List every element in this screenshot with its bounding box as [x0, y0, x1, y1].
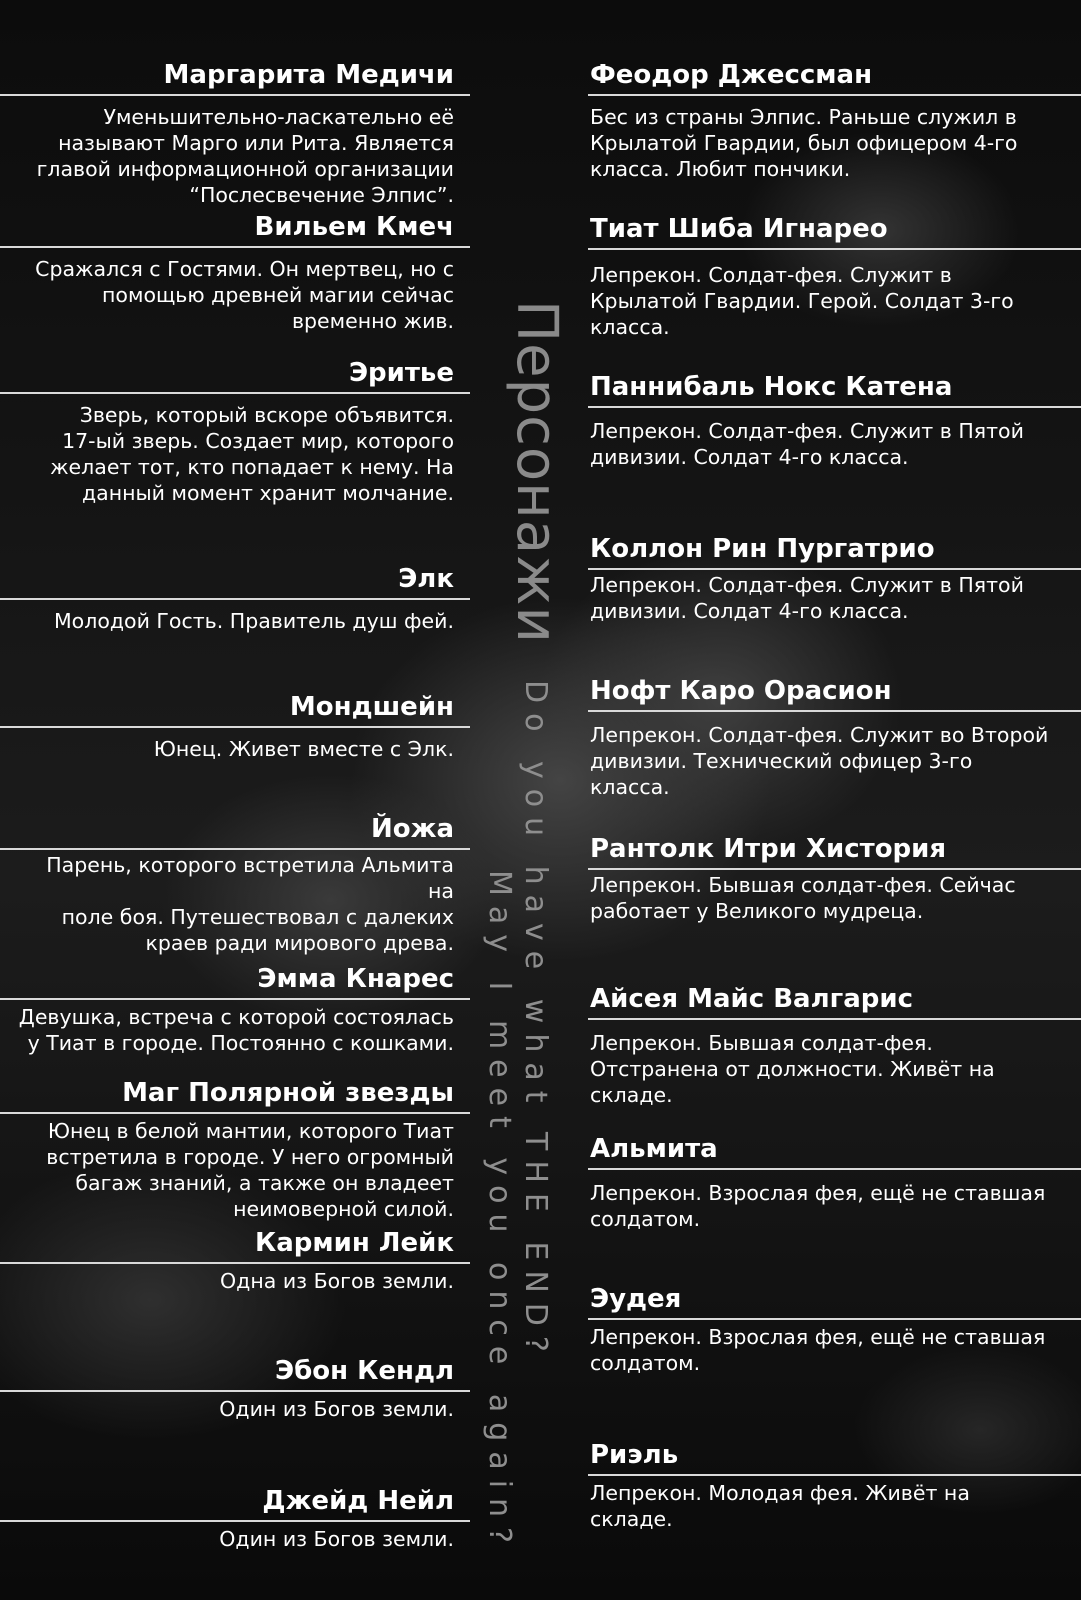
character-name: Джейд Нейл: [262, 1486, 454, 1516]
character-name: Кармин Лейк: [255, 1228, 454, 1258]
divider: [588, 94, 1081, 96]
character-name: Айсея Майс Валгарис: [590, 984, 914, 1014]
character-name: Тиат Шиба Игнарео: [590, 214, 888, 244]
character-description: Один из Богов земли.: [219, 1397, 454, 1421]
character-name: Эудея: [590, 1284, 682, 1314]
page-title: Персонажи: [504, 300, 569, 644]
character-description: Одна из Богов земли.: [220, 1269, 454, 1293]
character-entry: [588, 1132, 1081, 1232]
character-entry: [0, 1226, 470, 1294]
character-entry: [588, 982, 1081, 1108]
character-description: Бес из страны Элпис. Раньше служил в Крылатой Гвардии, был офицером 4-го класса. Любит пончики.: [590, 105, 1018, 181]
character-description: Зверь, который вскоре объявится. 17-ый зверь. Создает мир, которого желает тот, кто попадает к нему. На данный момент хранит молчание.: [50, 403, 454, 505]
divider: [588, 1168, 1081, 1170]
character-entry: [588, 832, 1081, 924]
character-entry: [588, 212, 1081, 340]
divider: [0, 1112, 470, 1114]
divider: [588, 406, 1081, 408]
divider: [0, 1390, 470, 1392]
character-entry: [0, 1354, 470, 1422]
character-entry: [0, 210, 470, 334]
character-description: Юнец. Живет вместе с Элк.: [153, 737, 454, 761]
character-entry: [0, 812, 470, 956]
character-description: Девушка, встреча с которой состоялась у Тиат в городе. Постоянно с кошками.: [18, 1005, 454, 1055]
character-name: Нофт Каро Орасион: [590, 676, 892, 706]
divider: [0, 848, 470, 850]
character-name: Маг Полярной звезды: [122, 1078, 454, 1108]
divider: [0, 1520, 470, 1522]
divider: [0, 726, 470, 728]
character-description: Лепрекон. Взрослая фея, ещё не ставшая солдатом.: [590, 1325, 1046, 1375]
character-name: Риэль: [590, 1440, 679, 1470]
character-entry: [0, 1076, 470, 1222]
character-description: Лепрекон. Бывшая солдат-фея. Сейчас работает у Великого мудреца.: [590, 873, 1016, 923]
divider: [588, 868, 1081, 870]
character-name: Эритье: [348, 358, 454, 388]
divider: [0, 246, 470, 248]
character-entry: [0, 58, 470, 208]
divider: [0, 998, 470, 1000]
character-name: Паннибаль Нокс Катена: [590, 372, 953, 402]
character-entry: [588, 1438, 1081, 1532]
character-description: Молодой Гость. Правитель душ фей.: [53, 609, 454, 633]
character-name: Альмита: [590, 1134, 718, 1164]
character-name: Маргарита Медичи: [163, 60, 454, 90]
character-description: Лепрекон. Солдат-фея. Служит во Второй дивизии. Технический офицер 3-го класса.: [590, 723, 1049, 799]
character-name: Вильем Кмеч: [254, 212, 454, 242]
divider: [588, 710, 1081, 712]
divider: [0, 392, 470, 394]
character-name: Феодор Джессман: [590, 60, 873, 90]
character-entry: [0, 1484, 470, 1552]
character-entry: [0, 562, 470, 634]
character-entry: [588, 1282, 1081, 1376]
character-entry: [588, 370, 1081, 470]
character-description: Лепрекон. Солдат-фея. Служит в Крылатой Гвардии. Герой. Солдат 3-го класса.: [590, 263, 1014, 339]
character-description: Лепрекон. Солдат-фея. Служит в Пятой дивизии. Солдат 4-го класса.: [590, 419, 1024, 469]
character-name: Йожа: [370, 814, 454, 844]
character-description: Лепрекон. Солдат-фея. Служит в Пятой дивизии. Солдат 4-го класса.: [590, 573, 1024, 623]
divider: [0, 1262, 470, 1264]
character-entry: [0, 690, 470, 762]
character-name: Эбон Кендл: [274, 1356, 454, 1386]
character-entry: [588, 58, 1081, 182]
divider: [588, 248, 1081, 250]
divider: [0, 598, 470, 600]
divider: [588, 1318, 1081, 1320]
character-description: Лепрекон. Взрослая фея, ещё не ставшая солдатом.: [590, 1181, 1046, 1231]
tagline-2: May I meet you once again?: [482, 870, 517, 1553]
character-entry: [0, 356, 470, 506]
character-description: Сражался с Гостями. Он мертвец, но с помощью древней магии сейчас временно жив.: [35, 257, 454, 333]
character-description: Лепрекон. Бывшая солдат-фея. Отстранена от должности. Живёт на складе.: [590, 1031, 995, 1107]
character-description: Уменьшительно-ласкательно её называют Марго или Рита. Является главой информационной организации “Послесвечение Элпис”.: [36, 105, 454, 207]
character-description: Парень, которого встретила Альмита на поле боя. Путешествовал с далеких краев ради мирового древа.: [46, 853, 454, 955]
character-name: Мондшейн: [289, 692, 454, 722]
character-description: Лепрекон. Молодая фея. Живёт на складе.: [590, 1481, 970, 1531]
character-name: Элк: [398, 564, 454, 594]
divider: [588, 1018, 1081, 1020]
character-name: Эмма Кнарес: [257, 964, 454, 994]
character-entry: [588, 674, 1081, 800]
divider: [588, 1474, 1081, 1476]
character-entry: [588, 532, 1081, 624]
character-description: Один из Богов земли.: [219, 1527, 454, 1551]
divider: [588, 568, 1081, 570]
character-name: Рантолк Итри Хистория: [590, 834, 947, 864]
character-name: Коллон Рин Пургатрио: [590, 534, 935, 564]
character-description: Юнец в белой мантии, которого Тиат встретила в городе. У него огромный багаж знаний, а также он владеет неимоверной силой.: [46, 1119, 454, 1221]
character-entry: [0, 962, 470, 1056]
divider: [0, 94, 470, 96]
tagline-1: Do you have what THE END?: [518, 680, 553, 1362]
